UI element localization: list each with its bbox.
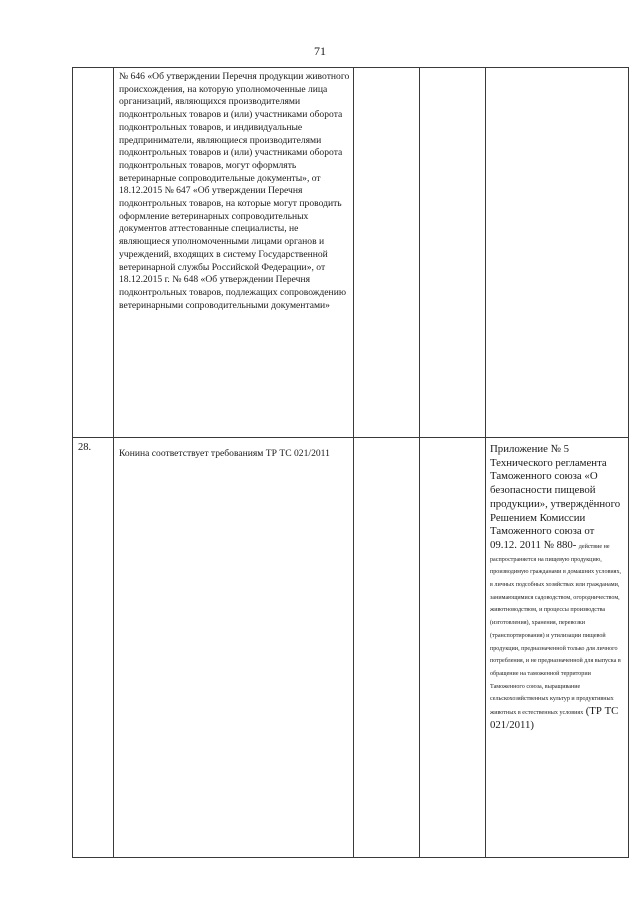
table-col-divider-2 — [353, 67, 354, 858]
table-cell-normative-reference — [490, 443, 624, 732]
table-border-top — [72, 67, 629, 68]
reference-tail-text: (ТР ТС 021/2011) — [490, 705, 619, 731]
page-number: 71 — [314, 44, 326, 58]
reference-main-text: Приложение № 5 Технического регламента Таможенного союза «О безопасности пищевой продукции», утверждённого Решением Комиссии Таможенного союза от 09.12. 2011 № 880- — [490, 443, 621, 551]
table-cell-requirement-text: № 646 «Об утверждении Перечня продукции животного происхождения, на которую уполномоченные лица организаций, являющихся производителями подконтрольных товаров и (или) участниками оборота подконтрольных товаров, и индивидуальные предприниматели, являющиеся производителями подконтрольных товаров и (или) участниками оборота подконтрольных товаров, могут оформлять ветеринарные сопроводительные документы», от 18.12.2015 № 647 «Об утверждении Перечня подконтрольных товаров, на которые могут проводить оформление ветеринарных сопроводительных документов аттестованные специалисты, не являющиеся уполномоченными лицами органов и учреждений, входящих в систему Государственной ветеринарной службы Российской Федерации», от 18.12.2015 г. № 648 «Об утверждении Перечня подконтрольных товаров, подлежащих сопровождению ветеринарными сопроводительными документами» — [119, 71, 350, 311]
reference-small-text: действие не распространяется на пищевую продукцию, производимую гражданами в домашних условиях, в личных подсобных хозяйствах или гражданами, занимающимися садоводством, огородничеством, животноводством, и процессы производства (изготовления), хранения, перевозки (транспортирования) и утилизации пищевой продукции, предназначенной только для личного потребления, и не предназначенной для выпуска в обращение на таможенной территории Таможенного союза, выращивание сельскохозяйственных культур и продуктивных животных в естественных условиях — [490, 543, 622, 717]
table-cell-requirement-text: Конина соответствует требованиям ТР ТС 021/2011 — [119, 448, 330, 459]
document-table — [72, 67, 629, 858]
table-border-left — [72, 67, 73, 858]
table-cell-row-number: 28. — [78, 442, 92, 453]
table-border-bottom — [72, 857, 629, 858]
table-col-divider-1 — [113, 67, 114, 858]
table-row-divider — [72, 437, 629, 438]
table-col-divider-3 — [419, 67, 420, 858]
table-col-divider-4 — [485, 67, 486, 858]
table-border-right — [628, 67, 629, 858]
